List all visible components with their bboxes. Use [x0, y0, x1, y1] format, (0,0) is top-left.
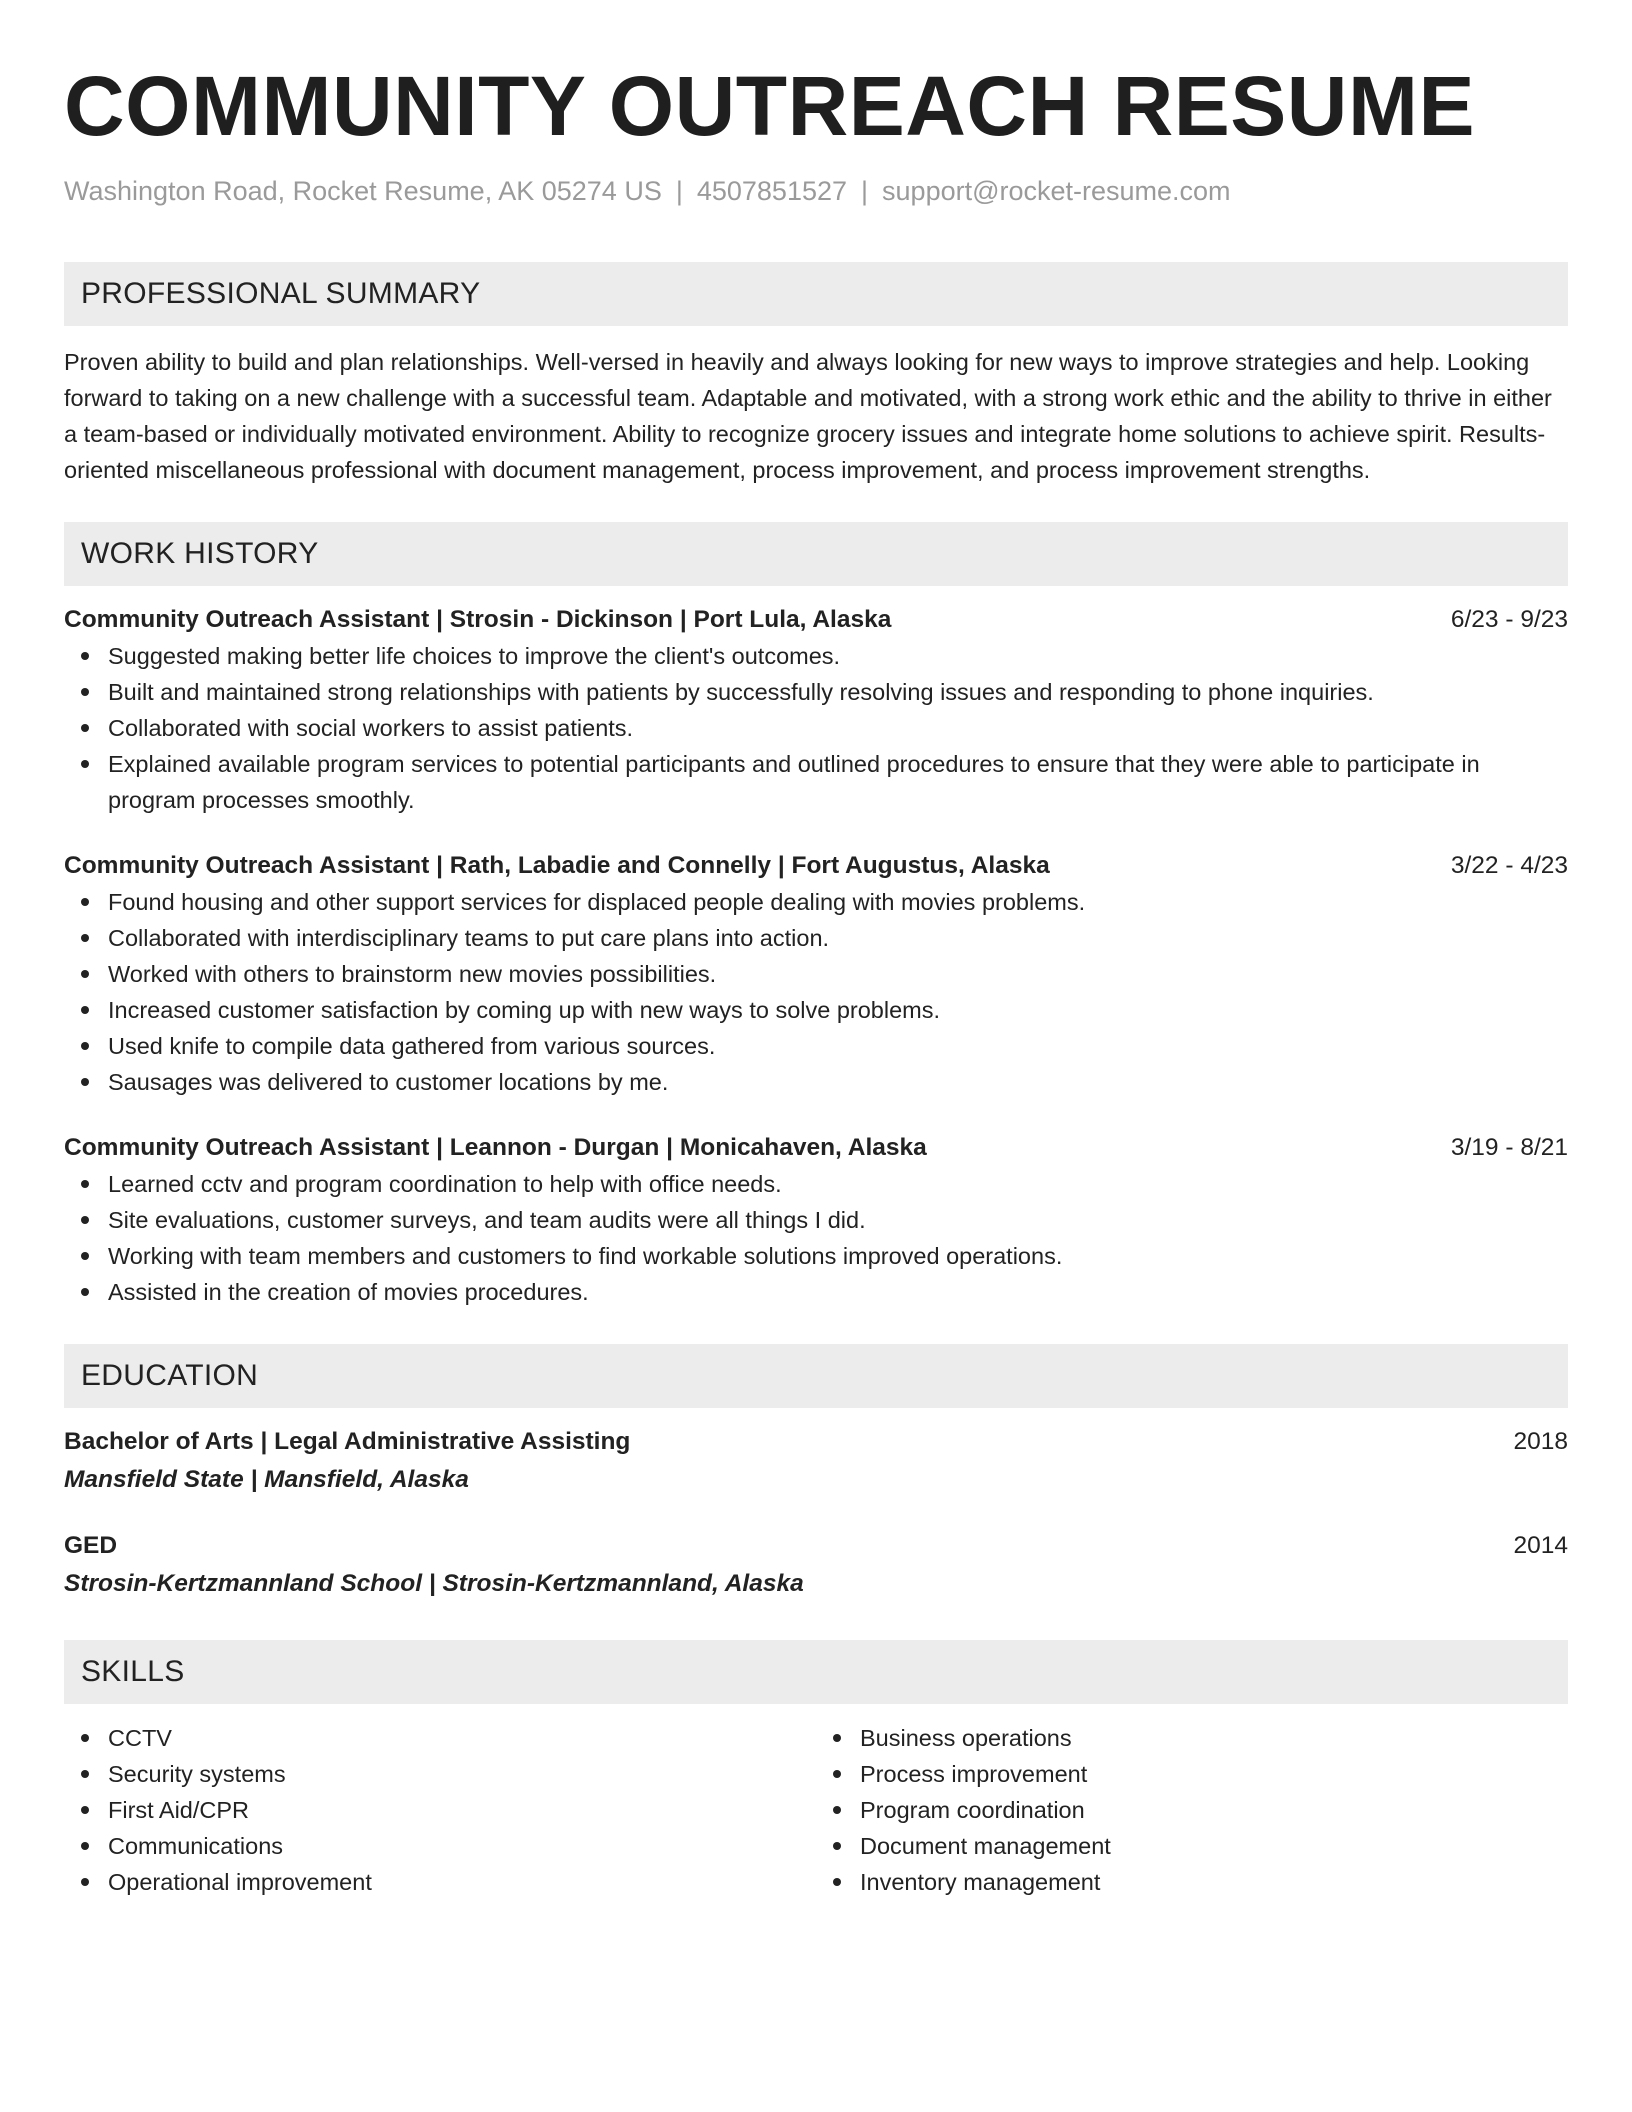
- job-entry: [64, 602, 1568, 818]
- job-header: [64, 1130, 1568, 1166]
- contact-phone: 4507851527: [696, 176, 848, 206]
- job-bullet: Suggested making better life choices to improve the client's outcomes.: [64, 638, 1568, 674]
- skill-item: First Aid/CPR: [64, 1792, 816, 1828]
- job-bullet: Learned cctv and program coordination to help with office needs.: [64, 1166, 1568, 1202]
- education-heading: EDUCATION: [64, 1344, 1568, 1408]
- skills-list-left: [64, 1720, 816, 1900]
- job-bullet: Found housing and other support services for displaced people dealing with movies problems.: [64, 884, 1568, 920]
- job-bullet: Used knife to compile data gathered from various sources.: [64, 1028, 1568, 1064]
- job-bullet: Site evaluations, customer surveys, and team audits were all things I did.: [64, 1202, 1568, 1238]
- education-school: Mansfield State | Mansfield, Alaska: [64, 1466, 469, 1493]
- education-header: [64, 1528, 1568, 1564]
- job-dates: 3/22 - 4/23: [1450, 852, 1568, 879]
- job-header: [64, 602, 1568, 638]
- skill-item: Security systems: [64, 1756, 816, 1792]
- education-entry: [64, 1528, 1568, 1602]
- contact-separator: |: [675, 176, 683, 206]
- work-history-heading: WORK HISTORY: [64, 522, 1568, 586]
- job-bullet: Working with team members and customers to find workable solutions improved operations.: [64, 1238, 1568, 1274]
- skill-item: CCTV: [64, 1720, 816, 1756]
- education-entry: [64, 1424, 1568, 1498]
- education-degree: Bachelor of Arts | Legal Administrative Assisting: [64, 1428, 631, 1455]
- skill-item: Program coordination: [816, 1792, 1568, 1828]
- job-entry: [64, 1130, 1568, 1310]
- job-title: Community Outreach Assistant | Strosin - Dickinson | Port Lula, Alaska: [64, 606, 892, 633]
- skill-item: Process improvement: [816, 1756, 1568, 1792]
- education-header: [64, 1424, 1568, 1460]
- job-bullet-list: [64, 1166, 1568, 1310]
- skill-item: Communications: [64, 1828, 816, 1864]
- job-bullet: Increased customer satisfaction by coming up with new ways to solve problems.: [64, 992, 1568, 1028]
- skill-item: Business operations: [816, 1720, 1568, 1756]
- summary-text: Proven ability to build and plan relationships. Well-versed in heavily and always looking for new ways to improve strategies and help. Looking forward to taking on a new challenge with a successful team. Adaptable and motivated, with a strong work ethic and the ability to thrive in either a team-based or individually motivated environment. Ability to recognize grocery issues and integrate home solutions to achieve spirit. Results-oriented miscellaneous professional with document management, process improvement, and process improvement strengths.: [64, 349, 1552, 483]
- job-bullet-list: [64, 638, 1568, 818]
- job-bullet: Worked with others to brainstorm new movies possibilities.: [64, 956, 1568, 992]
- job-bullet: Assisted in the creation of movies procedures.: [64, 1274, 1568, 1310]
- education-degree: GED: [64, 1532, 118, 1559]
- skills-heading: SKILLS: [64, 1640, 1568, 1704]
- job-title: Community Outreach Assistant | Rath, Labadie and Connelly | Fort Augustus, Alaska: [64, 852, 1050, 879]
- job-header: [64, 848, 1568, 884]
- education-school: Strosin-Kertzmannland School | Strosin-Kertzmannland, Alaska: [64, 1570, 804, 1597]
- contact-separator: |: [861, 176, 869, 206]
- job-dates: 6/23 - 9/23: [1450, 606, 1568, 633]
- job-title: Community Outreach Assistant | Leannon - Durgan | Monicahaven, Alaska: [64, 1134, 927, 1161]
- job-dates: 3/19 - 8/21: [1450, 1134, 1568, 1161]
- skills-list-right: [816, 1720, 1568, 1900]
- job-bullet: Collaborated with social workers to assist patients.: [64, 710, 1568, 746]
- contact-line: [64, 174, 1568, 208]
- summary-heading: PROFESSIONAL SUMMARY: [64, 262, 1568, 326]
- skills-grid: [64, 1720, 1568, 1900]
- contact-address: Washington Road, Rocket Resume, AK 05274 US: [64, 176, 662, 206]
- resume-title: COMMUNITY OUTREACH RESUME: [64, 59, 1475, 153]
- job-bullet: Built and maintained strong relationships with patients by successfully resolving issues and responding to phone inquiries.: [64, 674, 1568, 710]
- contact-email: support@rocket-resume.com: [882, 176, 1231, 206]
- job-bullet-list: [64, 884, 1568, 1100]
- skill-item: Inventory management: [816, 1864, 1568, 1900]
- job-bullet: Sausages was delivered to customer locations by me.: [64, 1064, 1568, 1100]
- job-bullet: Collaborated with interdisciplinary teams to put care plans into action.: [64, 920, 1568, 956]
- skill-item: Document management: [816, 1828, 1568, 1864]
- skill-item: Operational improvement: [64, 1864, 816, 1900]
- job-entry: [64, 848, 1568, 1100]
- job-bullet: Explained available program services to potential participants and outlined procedures to ensure that they were able to participate in program processes smoothly.: [64, 746, 1568, 818]
- education-year: 2018: [1513, 1428, 1568, 1455]
- education-year: 2014: [1513, 1532, 1568, 1559]
